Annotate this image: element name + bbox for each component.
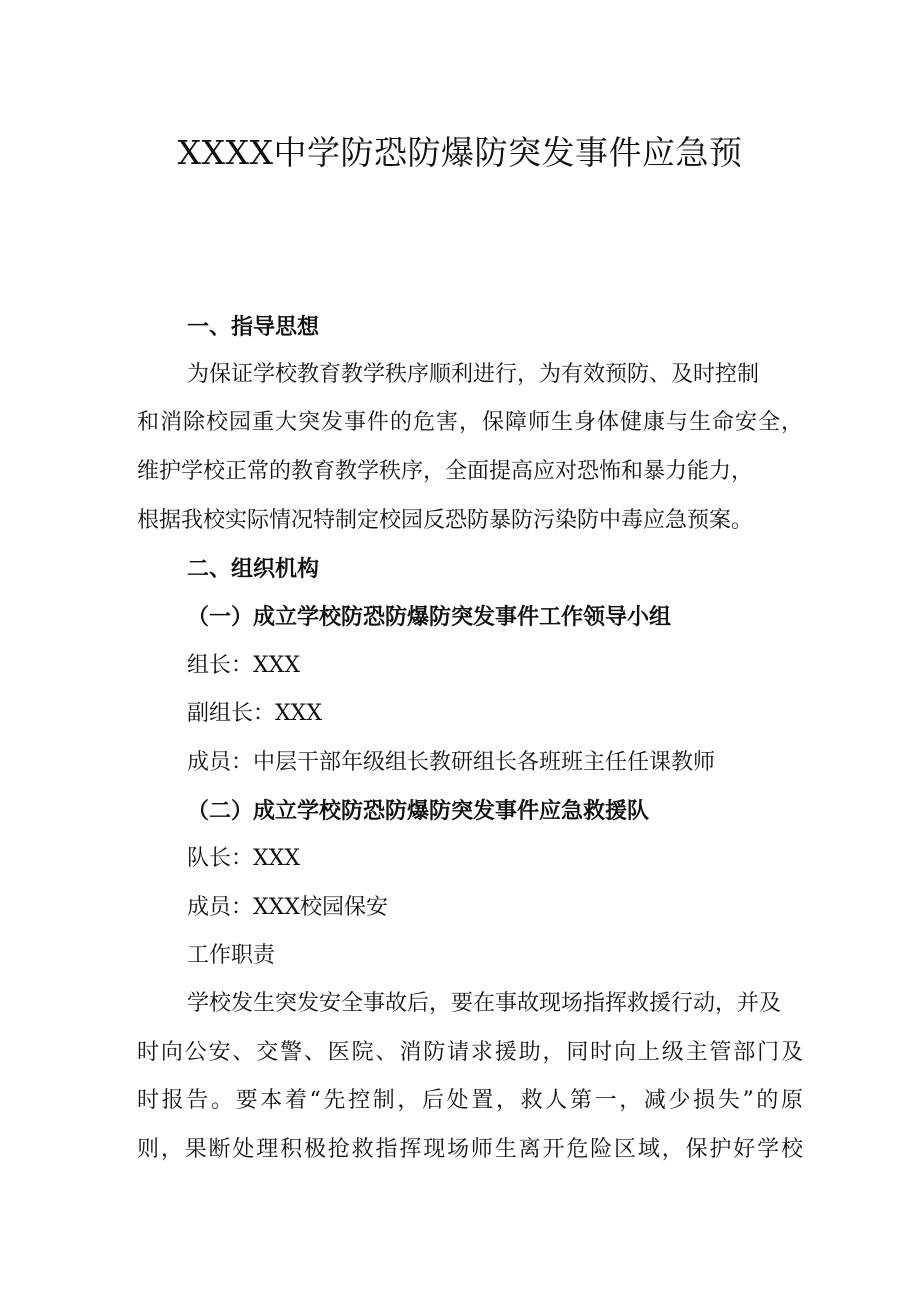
rescue-members-line: 成员：XXX校园保安 bbox=[187, 895, 388, 920]
duty-label: 工作职责 bbox=[187, 943, 276, 968]
subsection-heading-leadership-group: （一）成立学校防恐防爆防突发事件工作领导小组 bbox=[187, 604, 672, 630]
paragraph-line: 和消除校园重大突发事件的危害，保障师生身体健康与生命安全， bbox=[137, 410, 803, 435]
group-leader-line: 组长：XXX bbox=[187, 653, 300, 678]
section-heading-organization: 二、组织机构 bbox=[187, 556, 320, 582]
paragraph-line: 维护学校正常的教育教学秩序，全面提高应对恐怖和暴力能力， bbox=[137, 459, 754, 484]
paragraph-line: 学校发生突发安全事故后，要在事故现场指挥救援行动，并及 bbox=[187, 991, 782, 1016]
members-line: 成员：中层干部年级组长教研组长各班班主任任课教师 bbox=[187, 750, 716, 775]
subsection-heading-rescue-team: （二）成立学校防恐防爆防突发事件应急救援队 bbox=[187, 798, 650, 824]
document-title: XXXX中学防恐防爆防突发事件应急预 bbox=[177, 133, 743, 172]
paragraph-line: 时报告。要本着“先控制，后处置，救人第一，减少损失”的原 bbox=[137, 1088, 803, 1113]
paragraph-line: 则，果断处理积极抢救指挥现场师生离开危险区域，保护好学校 bbox=[137, 1137, 803, 1162]
section-heading-guiding-ideology: 一、指导思想 bbox=[187, 314, 320, 340]
paragraph-line: 根据我校实际情况特制定校园反恐防暴防污染防中毒应急预案。 bbox=[137, 508, 754, 533]
paragraph-line: 时向公安、交警、医院、消防请求援助，同时向上级主管部门及 bbox=[137, 1040, 803, 1065]
paragraph-line: 为保证学校教育教学秩序顺利进行，为有效预防、及时控制 bbox=[187, 362, 760, 387]
captain-line: 队长：XXX bbox=[187, 846, 300, 871]
deputy-leader-line: 副组长：XXX bbox=[187, 701, 322, 726]
